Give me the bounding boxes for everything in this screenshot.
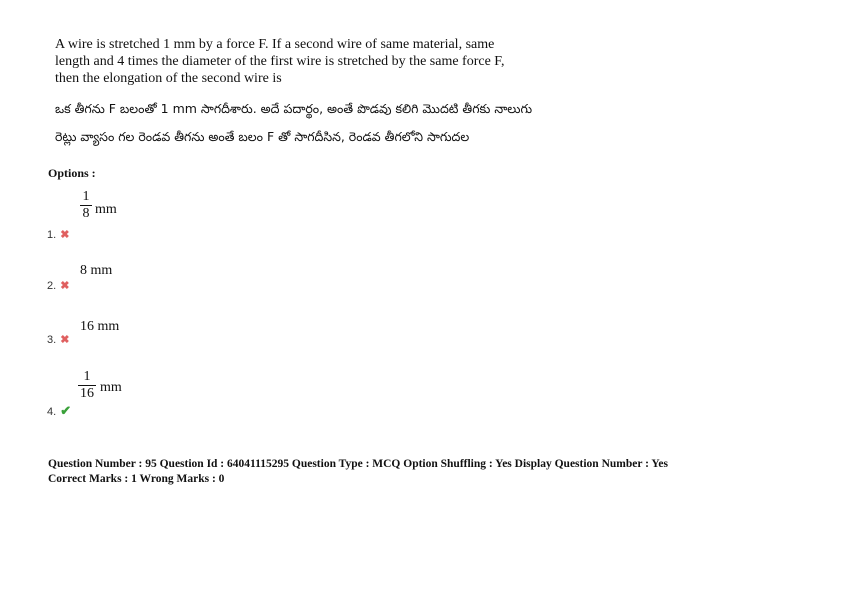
option-4-denominator: 16: [80, 386, 94, 401]
question-line: A wire is stretched 1 mm by a force F. If a second wire of same material, same: [55, 37, 495, 52]
question-line: then the elongation of the second wire is: [55, 71, 282, 86]
check-icon: ✔: [60, 403, 72, 418]
option-number: 4.: [47, 406, 57, 418]
option-3-text: 16 mm: [80, 319, 120, 334]
question-metadata: [48, 457, 668, 487]
option-number: 2.: [47, 280, 57, 292]
options-label: Options :: [48, 166, 96, 180]
option-1-denominator: 8: [82, 206, 90, 221]
question-line: length and 4 times the diameter of the first wire is stretched by the same force F,: [55, 54, 505, 69]
question-text-telugu: [55, 95, 532, 151]
cross-icon: ✖: [60, 229, 70, 241]
option-3[interactable]: [47, 333, 69, 346]
option-1-numerator: 1: [82, 189, 90, 204]
option-1[interactable]: [47, 228, 69, 241]
cross-icon: ✖: [60, 334, 70, 346]
option-4-fraction: [78, 370, 96, 401]
question-line-telugu: రెట్లు వ్యాసం గల రెండవ తీగను అంతే బలం F తో సాగదీసిన, రెండవ తీగలోని సాగుదల: [55, 129, 470, 144]
option-2[interactable]: [47, 279, 69, 292]
option-number: 1.: [47, 229, 57, 241]
option-1-fraction: [80, 190, 92, 221]
option-1-unit: mm: [95, 202, 117, 217]
cross-icon: ✖: [60, 280, 70, 292]
question-text-english: [55, 36, 615, 87]
metadata-line: Question Number : 95 Question Id : 64041115295 Question Type : MCQ Option Shuffling : Yes Display Question Number : Yes: [48, 458, 669, 470]
option-4[interactable]: [47, 403, 71, 419]
marks-line: Correct Marks : 1 Wrong Marks : 0: [48, 473, 225, 485]
question-line-telugu: ఒక తీగను F బలంతో 1 mm సాగదీశారు. అదే పదార్థం, అంతే పొడవు కలిగి మొదటి తీగకు నాలుగు: [55, 101, 533, 116]
option-2-text: 8 mm: [80, 263, 113, 278]
option-number: 3.: [47, 334, 57, 346]
option-4-unit: mm: [100, 380, 122, 395]
option-4-numerator: 1: [83, 369, 91, 384]
